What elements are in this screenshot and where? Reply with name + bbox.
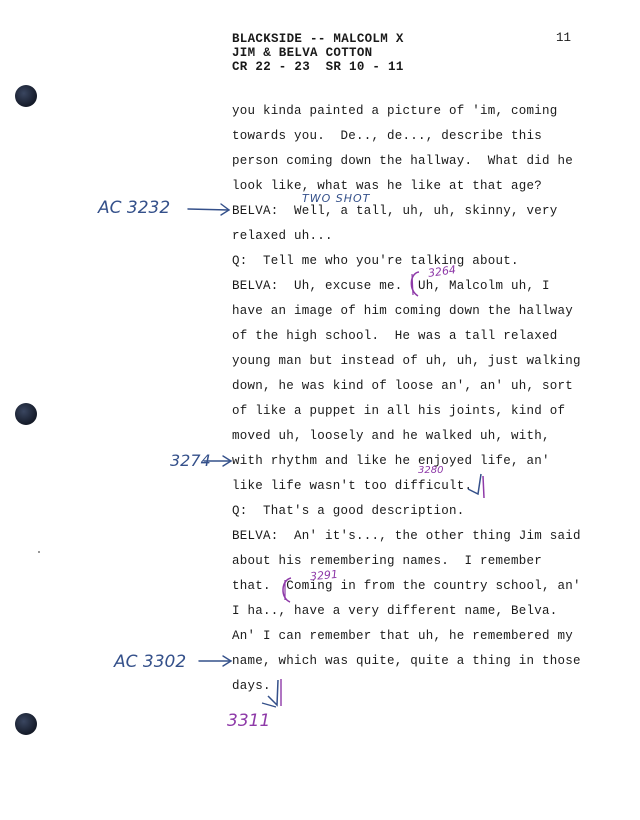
transcript-line: you kinda painted a picture of 'im, coming [232, 104, 558, 118]
arrow-icon [204, 456, 231, 466]
handwritten-3280: 3280 [418, 465, 444, 476]
transcript-line: relaxed uh... [232, 229, 333, 243]
transcript-line: BELVA: Uh, excuse me. Uh, Malcolm uh, I [232, 279, 550, 293]
header-line-rolls: CR 22 - 23 SR 10 - 11 [232, 60, 404, 74]
transcript-line: young man but instead of uh, uh, just walking [232, 354, 581, 368]
handwritten-3291: 3291 [309, 567, 339, 584]
transcript-line: down, he was kind of loose an', an' uh, sort [232, 379, 574, 393]
transcript-line: Q: That's a good description. [232, 504, 465, 518]
handwritten-ac-3232: AC 3232 [98, 198, 171, 218]
transcript-line: with rhythm and like he enjoyed life, an' [232, 454, 550, 468]
transcript-line: about his remembering names. I remember [232, 554, 543, 568]
end-bracket-mark [268, 680, 278, 705]
transcript-line: BELVA: Well, a tall, uh, uh, skinny, very [232, 204, 558, 218]
transcript-line: like life wasn't too difficult. [232, 479, 473, 493]
handwritten-3274: 3274 [170, 451, 211, 470]
page-number: 11 [556, 31, 572, 45]
transcript-line: of like a puppet in all his joints, kind of [232, 404, 566, 418]
transcript-line: Q: Tell me who you're talking about. [232, 254, 519, 268]
transcript-line: BELVA: An' it's..., the other thing Jim said [232, 529, 581, 543]
transcript-line: of the high school. He was a tall relaxed [232, 329, 558, 343]
header-line-production: BLACKSIDE -- MALCOLM X [232, 32, 404, 46]
arrow-icon [199, 656, 231, 666]
handwritten-two-shot: TWO SHOT [302, 192, 371, 205]
header-line-interviewees: JIM & BELVA COTTON [232, 46, 373, 60]
transcript-line: person coming down the hallway. What did he [232, 154, 574, 168]
handwritten-ac-3302: AC 3302 [114, 652, 187, 672]
handwritten-3311: 3311 [227, 711, 271, 731]
transcript-line: days. [232, 679, 271, 693]
transcript-line: name, which was quite, quite a thing in those [232, 654, 581, 668]
transcript-line: towards you. De.., de..., describe this [232, 129, 543, 143]
end-bracket-mark [468, 474, 481, 494]
transcript-line: An' I can remember that uh, he remembered my [232, 629, 574, 643]
transcript-line: moved uh, loosely and he walked uh, with, [232, 429, 550, 443]
transcript-line: that. Coming in from the country school, an' [232, 579, 581, 593]
transcript-line: have an image of him coming down the hallway [232, 304, 574, 318]
transcript-line: look like, what was he like at that age? [232, 179, 543, 193]
arrow-icon [188, 204, 229, 215]
handwritten-3264: 3264 [427, 263, 457, 280]
start-bracket-mark [283, 578, 291, 602]
transcript-line: I ha.., have a very different name, Belva. [232, 604, 558, 618]
